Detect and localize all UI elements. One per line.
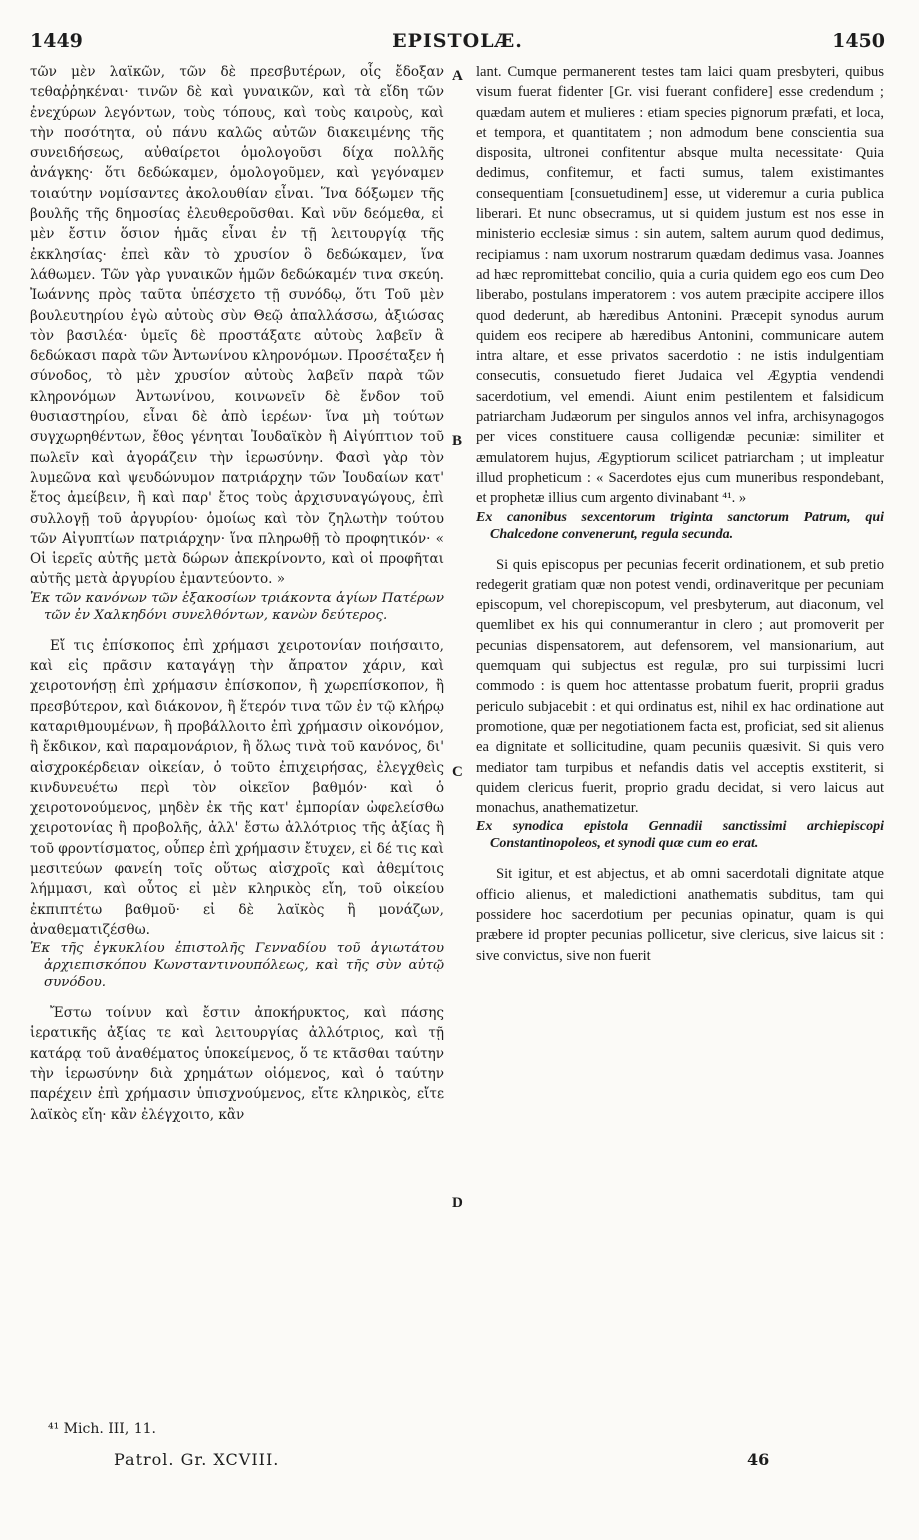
section-marker-a: A: [452, 68, 463, 84]
latin-heading-1: Ex canonibus sexcentorum triginta sanctorum Patrum, qui Chalcedone convenerunt, regula secunda.: [476, 509, 884, 542]
greek-column: [30, 62, 444, 1125]
latin-paragraph-2: Si quis episcopus per pecunias fecerit ordinationem, et sub pretio redegerit gratiam quæ non potest vendi, ordinaveritque per pecuniam episcopum, vel chorepiscopum, vel presbyterum, aut diaconum, vel quemlibet ex his qui connumerantur in clero ; aut promoverit per pecunias dispensatorem, aut defensorem, vel mansionarium, aut quemquam qui subjectus est regulæ, pro sui turpissimi lucri commodo : is quem hoc attentasse probatum fuerit, proprii gradus periculo subjacebit : et qui ordinatus est, nihil ex hac ordinatione aut promotione, quæ per negotiationem facta est, proficiat, sed sit alienus ea dignitate et sollicitudine, quam pecuniis quæsivit. Si quis vero mediator tam turpibus et nefandis datis vel acceptis exstiterit, si quidem clericus fuerit, proprio gradu decidat, si vero laicus aut monachus, anathematizetur.: [476, 556, 884, 817]
greek-paragraph-1: τῶν μὲν λαϊκῶν, τῶν δὲ πρεσβυτέρων, οἷς ἔδοξαν τεθαῤῥηκέναι· τινῶν δὲ καὶ γυναικῶν, καὶ τὰ εἴδη τῶν ἐνεχύρων λεγόντων, τοὺς τόπους, καὶ τοὺς καιροὺς, καὶ τὴν ποσότητα, οὐ πάνυ καλῶς αὐτῶν διακειμένης τῆς συνειδήσεως, αὐθαίρετοι ὁμολογοῦσι δίχα πολλῆς ἀνάγκης· ὅτι δεδώκαμεν, ὁμολογοῦμεν, καὶ γεγόναμεν τοιαύτην νομίσαντες ἀκολουθίαν εἶναι. Ἵνα δόξωμεν τῆς βουλῆς τῆς δημοσίας ἐλευθεροῦσθαι. Καὶ νῦν δεόμεθα, εἰ μὲν ἔστιν ὅσιον ἡμᾶς εἶναι ἐν τῇ λειτουργίᾳ τῆς ἐκκλησίας· ἐπεὶ κἂν τὸ χρυσίον ὃ δεδώκαμεν, ἵνα λάθωμεν. Τῶν γὰρ γυναικῶν ἡμῶν δεδώκαμέν τινα σκεύη. Ἰωάννης πρὸς ταῦτα ὑπέσχετο τῇ συνόδῳ, ὅτι Τοῦ μὲν βουλευτηρίου ἐγὼ αὐτοὺς σὺν Θεῷ ἀπαλλάσσω, ἀξιώσας τὸν βασιλέα· ὑμεῖς δὲ προστάξατε αὐτοὺς λαβεῖν ἃ δεδώκασι παρὰ τῶν Ἀντωνίνου κληρονόμων. Προσέταξεν ἡ σύνοδος, τὸ μὲν χρυσίον αὐτοὺς λαβεῖν παρὰ τῶν κληρονόμων Ἀντωνίνου, κοινωνεῖν δὲ ἔνδον τοῦ θυσιαστηρίου, εἶναι δὲ ἀπὸ ἱερέων· ἵνα μὴ τούτων συγχωρηθέντων, ἔθος γένηται Ἰουδαϊκὸν ἢ Αἰγύπτιον τοῦ πωλεῖν καὶ ἀγοράζειν τὴν ἱερωσύνην. Φασὶ γὰρ τὸν λυμεῶνα καὶ ψευδώνυμον πατριάρχην τῶν Ἰουδαίων κατ' ἔτος ἀμείβειν, ἢ καὶ παρ' ἔτος τοὺς ἀρχισυναγώγους, ἐπὶ συλλογῇ τοῦ ἀργυρίου· ὁμοίως καὶ τὸν ζηλωτὴν τούτου τῶν Αἰγυπτίων πατριάρχην· ἵνα πληρωθῇ τὸ προφητικόν· « Οἱ ἱερεῖς αὐτῆς μετὰ δώρων ἀπεκρίνοντο, καὶ οἱ προφῆται αὐτῆς μετὰ ἀργυρίου ἐμαντεύοντο. »: [30, 64, 444, 588]
series-signature: Patrol. Gr. XCVIII.: [114, 1450, 280, 1469]
latin-column: [476, 62, 884, 966]
greek-heading-1: Ἐκ τῶν κανόνων τῶν ἑξακοσίων τριάκοντα ἁγίων Πατέρων τῶν ἐν Χαλκηδόνι συνελθόντων, κανὼν δεύτερος.: [30, 590, 444, 623]
page-header: [30, 30, 885, 56]
page-number-right: 1450: [832, 30, 885, 52]
latin-paragraph-1: lant. Cumque permanerent testes tam laici quam presbyteri, quibus visum fuerat fidenter [Gr. visi fuerant confidere] esse credendum ; quædam autem et mulieres : etiam species pignorum præfati, et loca, et tempora, et quantitatem ; non admodum bene conscientia sua disposita, ultronei confitentur absque multa necessitate· Quia dedimus, confitemur, et facti sumus, talem existimantes consequentiam [consuetudinem] esse, ut videremur a curia publica liberari. Et nunc obsecramus, ut si quidem justum est nos esse in ministerio ecclesiæ simus : sin autem, saltem aurum quod dedimus, recipiamus : nam uxorum nostrarum quædam dedimus vasa. Joannes ad hæc repromittebat concilio, quia a curia quidem ego eos cum Deo liberabo, postulans imperatorem : vos autem præcipite accipere illos quod dederunt, ab hæredibus Antonini. Præcepit synodus aurum quidem eos recipere ab hæredibus Antonini, communicare autem intra altare, et esse privatos sacerdotio : ne istis indulgentiam consecutis, consuetudo fieret Judaica vel Ægyptia vendendi sacerdotium, vel emendi. Aiunt enim pestilentem et falsidicum patriarcham Judæorum per singulos annos vel infra, archisynagogos per vices constituere causa colligendæ pecuniæ: similiter et æmulatorem hujus, Ægyptiorum scilicet patriarcham ; ut impleatur illud propheticum : « Sacerdotes ejus cum muneribus respondebant, et prophetæ illius cum argento divinabant ⁴¹. »: [476, 64, 884, 507]
gathering-number: 46: [747, 1450, 770, 1469]
greek-paragraph-3: Ἔστω τοίνυν καὶ ἔστιν ἀποκήρυκτος, καὶ πάσης ἱερατικῆς ἀξίας τε καὶ λειτουργίας ἀλλότριος, καὶ τῇ κατάρᾳ τοῦ ἀναθέματος ὑποκείμενος, ὅ τε κτᾶσθαι ταύτην τὴν ἱερωσύνην διὰ χρημάτων οἰόμενος, καὶ ὁ ταύτην παρέχειν ἐπὶ χρήμασιν ὑπισχνούμενος, εἴτε κληρικὸς, εἴτε λαϊκὸς εἴη· κἂν ἐλέγχοιτο, κἂν: [30, 1005, 444, 1123]
section-marker-c: C: [452, 764, 463, 780]
greek-paragraph-2: Εἴ τις ἐπίσκοπος ἐπὶ χρήμασι χειροτονίαν ποιήσαιτο, καὶ εἰς πρᾶσιν καταγάγῃ τὴν ἄπρατον χάριν, καὶ χειροτονήσῃ ἐπὶ χρήμασιν ἐπίσκοπον, ἢ χωρεπίσκοπον, ἢ πρεσβύτερον, καὶ διάκονον, ἢ ἕτερόν τινα τῶν ἐν τῷ κλήρῳ καταριθμουμένων, ἢ προβάλλοιτο ἐπὶ χρήμασιν οἰκονόμον, ἢ ἔκδικον, καὶ παραμονάριον, ἢ ὅλως τινὰ τοῦ κανόνος, δι' αἰσχροκέρδειαν οἰκείαν, ὁ τοῦτο ἐπιχειρήσας, ἐλεγχθεὶς κινδυνευέτω περὶ τὸν οἰκεῖον βαθμόν· καὶ ὁ χειροτονούμενος, μηδὲν ἐκ τῆς κατ' ἐμπορίαν ὠφελείσθω χειροτονίας ἢ προβολῆς, ἀλλ' ἔστω ἀλλότριος τῆς ἀξίας ἢ τοῦ φροντίσματος, οὗπερ ἐπὶ χρήμασιν ἔτυχεν, εἰ δέ τις καὶ μεσιτεύων φανείη τοῖς οὕτως αἰσχροῖς καὶ ἀθεμίτοις λήμμασι, καὶ οὗτος εἰ μὲν κληρικὸς εἴη, τοῦ οἰκείου ἐκπιπτέτω βαθμοῦ· εἰ δὲ λαϊκὸς ἢ μονάζων, ἀναθεματιζέσθω.: [30, 637, 444, 938]
footnote: ⁴¹ Mich. III, 11.: [48, 1421, 157, 1437]
greek-heading-2: Ἐκ τῆς ἐγκυκλίου ἐπιστολῆς Γενναδίου τοῦ ἁγιωτάτου ἀρχιεπισκόπου Κωνσταντινουπόλεως, καὶ τῆς σὺν αὐτῷ συνόδου.: [30, 941, 444, 991]
section-marker-b: B: [452, 433, 463, 449]
section-marker-d: D: [452, 1195, 463, 1211]
latin-paragraph-3: Sit igitur, et est abjectus, et ab omni sacerdotali dignitate atque officio alienus, et maledictioni anathematis subditus, tam qui possidere hoc sacerdotium per pecunias opinatur, quam is qui præbere id propter pecunias pollicetur, sive clericus, sive laicus sit : sive convictus, sive non fuerit: [476, 866, 884, 964]
latin-heading-2: Ex synodica epistola Gennadii sanctissimi archiepiscopi Constantinopoleos, et synodi quæ cum eo erat.: [476, 819, 884, 852]
page-number-left: 1449: [30, 30, 83, 52]
running-title: EPISTOLÆ.: [392, 30, 523, 52]
